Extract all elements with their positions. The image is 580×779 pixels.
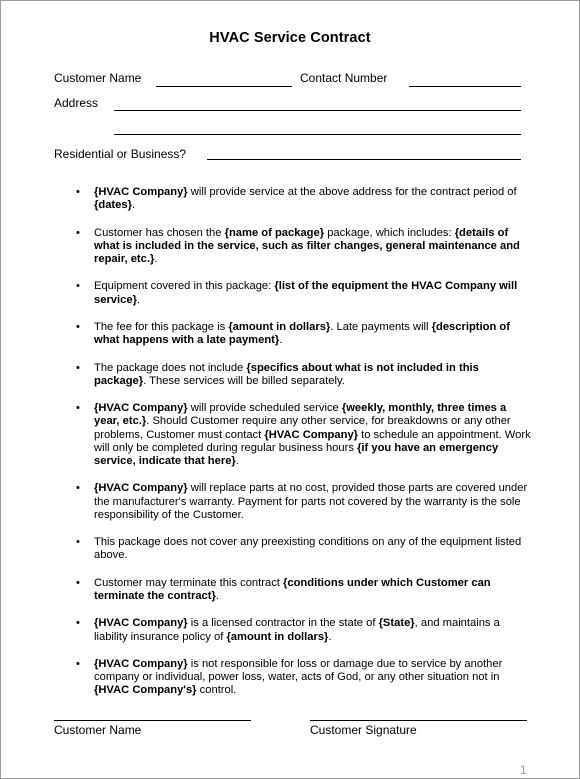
placeholder-text: {description of what happens with a late payment}	[94, 320, 510, 347]
bullet-icon: •	[76, 186, 80, 198]
bullet-icon: •	[76, 482, 80, 495]
contract-term-item	[61, 227, 533, 267]
contract-term-item	[61, 536, 533, 562]
document-title: HVAC Service Contract	[209, 30, 371, 46]
page-number: 1	[520, 763, 527, 777]
bullet-icon: •	[76, 657, 80, 670]
address-field-line-2[interactable]	[114, 134, 521, 135]
placeholder-text: {amount in dollars}	[226, 630, 329, 643]
bullet-icon: •	[76, 402, 80, 415]
placeholder-text: {details of what is included in the service, such as filter changes, general maintenance and repair, etc.}	[94, 226, 520, 265]
placeholder-text: {HVAC Company}	[264, 428, 359, 441]
bullet-icon: •	[76, 576, 80, 589]
placeholder-text: {if you have an emergency service, indicate that here}	[94, 441, 499, 467]
placeholder-text: {conditions under which Customer can terminate the contract}	[94, 576, 491, 602]
contract-term-item	[61, 186, 533, 212]
placeholder-text: {HVAC Company}	[94, 186, 188, 198]
term-text: This package does not cover any preexisting conditions on any of the equipment listed above.	[94, 536, 522, 562]
term-text: The package does not include	[94, 361, 247, 374]
term-text: .	[328, 630, 332, 643]
customer-signature-label: Customer Signature	[310, 723, 417, 737]
term-text: is a licensed contractor in the state of	[187, 617, 379, 630]
bullet-icon: •	[76, 361, 80, 374]
placeholder-text: {HVAC Company}	[94, 657, 188, 670]
contract-term-item	[61, 617, 533, 643]
address-label: Address	[54, 96, 99, 110]
placeholder-text: {specifics about what is not included in this package}	[94, 361, 479, 387]
placeholder-text: {State}	[378, 617, 415, 630]
contact-number-label: Contact Number	[300, 71, 388, 85]
contract-term-item	[61, 658, 533, 698]
signature-customer-name-line[interactable]	[54, 720, 251, 721]
term-text: is not responsible for loss or damage due to service by another company or individual, power loss, water, acts of God, or any other situation not in	[94, 657, 503, 684]
placeholder-text: {weekly, monthly, three times a year, etc.}	[94, 402, 507, 428]
term-text: to schedule an appointment. Work will only be completed during regular business hours	[94, 428, 531, 454]
term-text: will provide service at the above address for the contract period of	[187, 186, 517, 198]
placeholder-text: {HVAC Company}	[94, 402, 188, 415]
placeholder-text: {HVAC Company}	[94, 617, 188, 630]
customer-name-label: Customer Name	[54, 71, 142, 85]
contact-number-field[interactable]	[409, 86, 521, 87]
residential-or-business-field[interactable]	[207, 159, 521, 160]
contract-term-item	[61, 402, 533, 468]
signature-customer-name-label: Customer Name	[54, 723, 142, 737]
placeholder-text: {HVAC Company's}	[94, 684, 197, 697]
term-text: Equipment covered in this package:	[94, 280, 275, 293]
term-text: . Should Customer require any other service, for breakdowns or any other problems, Customer must contact	[94, 415, 511, 441]
address-field-line-1[interactable]	[114, 110, 521, 111]
placeholder-text: {name of package}	[224, 226, 325, 239]
term-text: Customer has chosen the	[94, 226, 225, 239]
term-text: .	[136, 293, 141, 306]
term-text: will replace parts at no cost, provided those parts are covered under the manufacturer's warranty. Payment for parts not covered by the warranty is the sole responsibility of the Customer.	[94, 482, 528, 521]
term-text: . Late payments will	[330, 320, 432, 333]
bullet-icon: •	[76, 280, 80, 293]
term-text: .	[279, 334, 283, 347]
term-text: . These services will be billed separately.	[143, 374, 345, 387]
term-text: , and maintains a liability insurance policy of	[94, 617, 500, 643]
contract-terms-list	[61, 186, 533, 712]
bullet-icon: •	[76, 536, 80, 549]
customer-name-field[interactable]	[156, 86, 292, 87]
bullet-icon: •	[76, 226, 80, 239]
bullet-icon: •	[76, 320, 80, 333]
term-text: package, which includes:	[324, 226, 455, 239]
contract-term-item	[61, 321, 533, 347]
contract-term-item	[61, 577, 533, 603]
placeholder-text: {HVAC Company}	[94, 482, 188, 495]
term-text: .	[131, 199, 136, 212]
placeholder-text: {dates}	[94, 199, 132, 212]
residential-or-business-label: Residential or Business?	[54, 147, 187, 161]
term-text: .	[215, 589, 219, 602]
term-text: The fee for this package is	[94, 320, 229, 333]
term-text: control.	[196, 684, 237, 697]
placeholder-text: {list of the equipment the HVAC Company will service}	[94, 280, 518, 306]
contract-term-item	[61, 280, 533, 306]
term-text: Customer may terminate this contract	[94, 576, 284, 589]
term-text: .	[235, 454, 239, 467]
bullet-icon: •	[76, 617, 80, 630]
placeholder-text: {amount in dollars}	[228, 320, 331, 333]
contract-term-item	[61, 482, 533, 522]
customer-signature-line[interactable]	[310, 720, 527, 721]
term-text: .	[154, 253, 158, 265]
term-text: will provide scheduled service	[187, 402, 342, 415]
contract-term-item	[61, 362, 533, 388]
